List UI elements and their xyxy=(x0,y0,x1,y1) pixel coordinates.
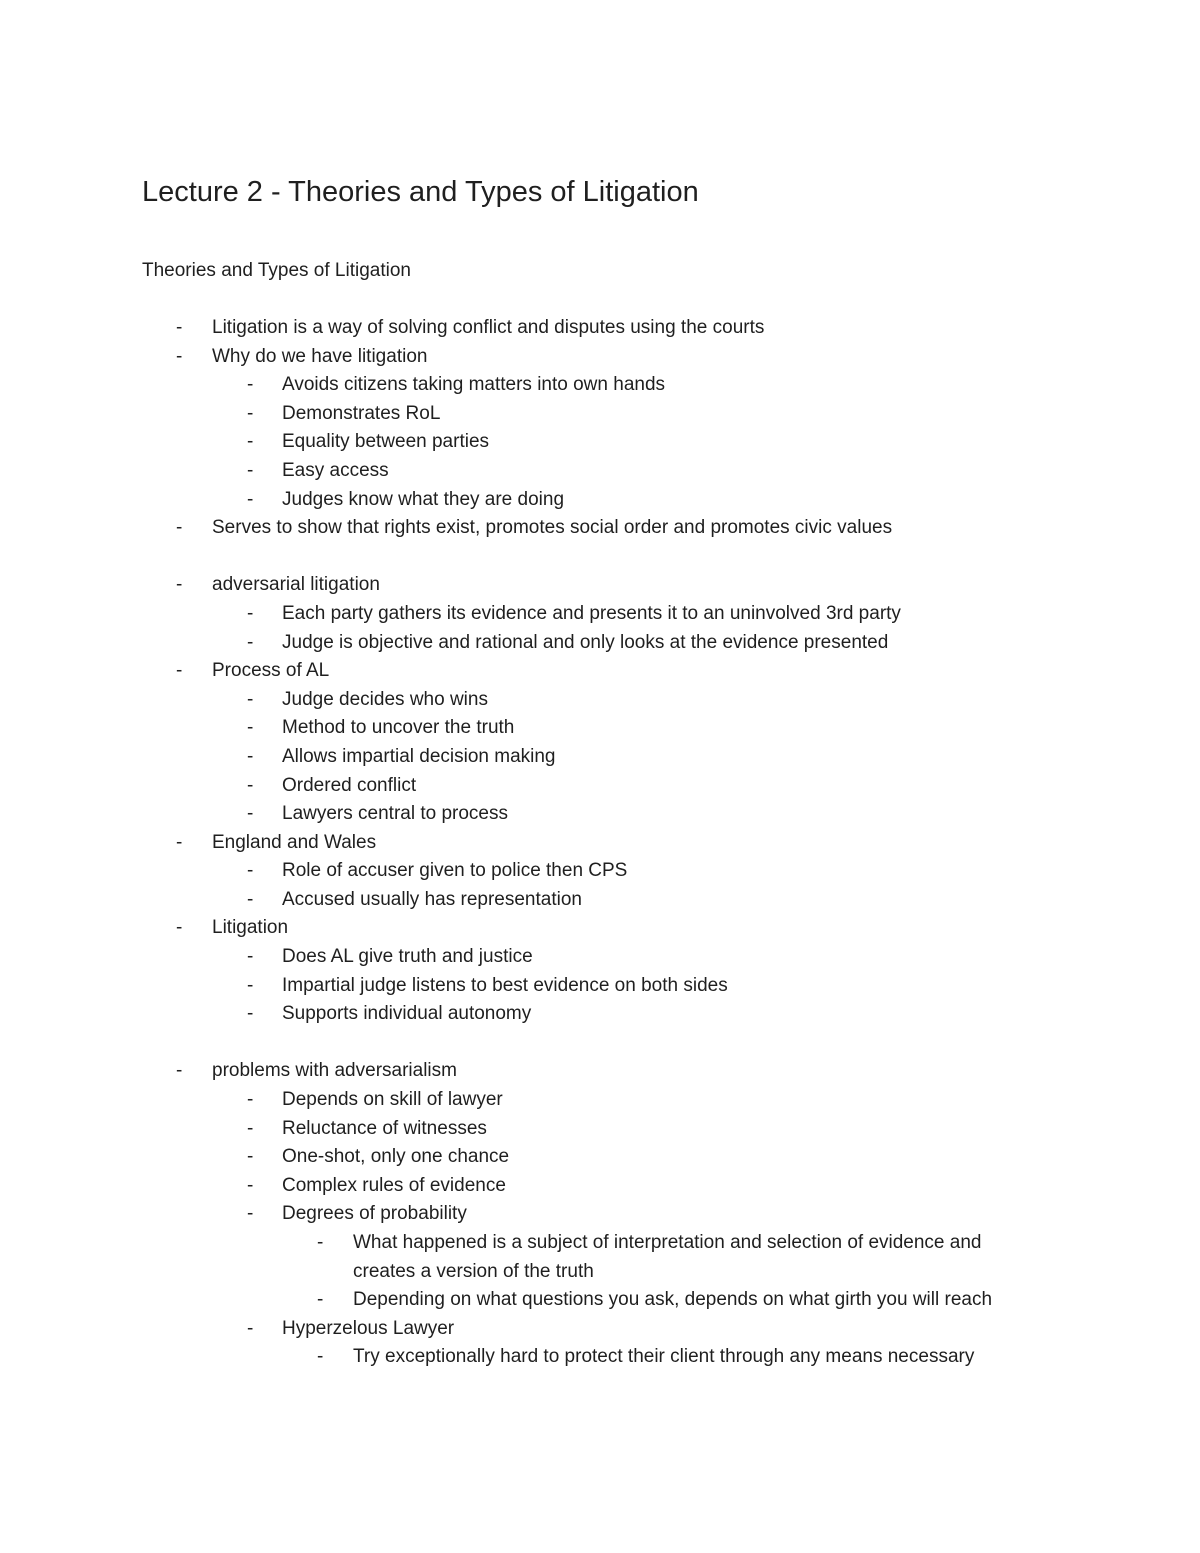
list-item-text: Role of accuser given to police then CPS xyxy=(282,860,628,882)
list-item-text: Depends on skill of lawyer xyxy=(282,1089,503,1111)
list-item-text: Try exceptionally hard to protect their client through any means necessary xyxy=(353,1346,975,1368)
list-item-text: Ordered conflict xyxy=(282,774,417,796)
list-item-text: Litigation xyxy=(212,917,289,939)
list-item xyxy=(0,343,1200,372)
list-item xyxy=(0,1286,1200,1315)
bullet-dash: - xyxy=(176,317,183,338)
bullet-dash: - xyxy=(247,1317,254,1339)
list-item xyxy=(0,657,1200,686)
bullet-dash: - xyxy=(247,402,254,424)
notes-list xyxy=(0,314,1200,1372)
bullet-dash: - xyxy=(317,1289,324,1311)
list-item xyxy=(0,772,1200,801)
bullet-dash: - xyxy=(247,688,254,710)
list-item-text: Why do we have litigation xyxy=(212,345,428,367)
bullet-dash: - xyxy=(247,1174,254,1196)
list-item xyxy=(0,972,1200,1001)
list-item-text: Complex rules of evidence xyxy=(282,1174,506,1196)
list-item xyxy=(0,571,1200,600)
list-item xyxy=(0,314,1200,343)
list-item-text: Reluctance of witnesses xyxy=(282,1117,487,1139)
bullet-dash: - xyxy=(176,831,183,853)
page-title: Lecture 2 - Theories and Types of Litigation xyxy=(142,176,699,208)
list-item xyxy=(0,1000,1200,1029)
list-item-text: Litigation is a way of solving conflict and disputes using the courts xyxy=(212,317,765,338)
list-item-text: Does AL give truth and justice xyxy=(282,946,533,968)
list-item-text: What happened is a subject of interpretation and selection of evidence and creates a version of the truth xyxy=(353,1232,982,1282)
list-item-text: Supports individual autonomy xyxy=(282,1003,532,1025)
list-item-text: Demonstrates RoL xyxy=(282,402,441,424)
list-item-text: problems with adversarialism xyxy=(212,1060,457,1082)
list-item-text: One-shot, only one chance xyxy=(282,1146,510,1168)
list-item-text: Equality between parties xyxy=(282,431,490,453)
list-item-text: Easy access xyxy=(282,459,389,481)
bullet-dash: - xyxy=(247,459,254,481)
list-item-text: Judges know what they are doing xyxy=(282,488,565,510)
bullet-dash: - xyxy=(247,888,254,910)
bullet-dash: - xyxy=(247,745,254,767)
list-item xyxy=(0,1229,1200,1286)
list-item xyxy=(0,943,1200,972)
bullet-dash: - xyxy=(176,517,183,539)
list-item xyxy=(0,400,1200,429)
list-item xyxy=(0,743,1200,772)
list-item-text: Impartial judge listens to best evidence on both sides xyxy=(282,974,728,996)
bullet-dash: - xyxy=(317,1346,324,1368)
list-item xyxy=(0,829,1200,858)
list-item xyxy=(0,1086,1200,1115)
list-item xyxy=(0,486,1200,515)
bullet-dash: - xyxy=(247,717,254,739)
list-item-text: Process of AL xyxy=(212,660,330,682)
list-item-text: Method to uncover the truth xyxy=(282,717,515,739)
bullet-dash: - xyxy=(176,574,183,596)
bullet-dash: - xyxy=(247,1003,254,1025)
bullet-dash: - xyxy=(247,488,254,510)
list-item-text: Hyperzelous Lawyer xyxy=(282,1317,455,1339)
blank-line xyxy=(0,1029,1200,1058)
list-item xyxy=(0,714,1200,743)
list-item xyxy=(0,914,1200,943)
list-item-text: Each party gathers its evidence and presents it to an uninvolved 3rd party xyxy=(282,602,901,624)
list-item xyxy=(0,1343,1200,1372)
list-item-text: Judge decides who wins xyxy=(282,688,488,710)
list-item xyxy=(0,800,1200,829)
bullet-dash: - xyxy=(247,1089,254,1111)
bullet-dash: - xyxy=(247,946,254,968)
bullet-dash: - xyxy=(176,1060,183,1082)
list-item-text: Serves to show that rights exist, promotes social order and promotes civic values xyxy=(212,517,893,539)
list-item-text: Lawyers central to process xyxy=(282,803,508,825)
bullet-dash: - xyxy=(247,602,254,624)
bullet-dash: - xyxy=(247,1203,254,1225)
list-item xyxy=(0,428,1200,457)
bullet-dash: - xyxy=(247,974,254,996)
list-item xyxy=(0,1143,1200,1172)
bullet-dash: - xyxy=(317,1232,324,1253)
bullet-dash: - xyxy=(247,1117,254,1139)
list-item xyxy=(0,1115,1200,1144)
bullet-dash: - xyxy=(247,1146,254,1168)
blank-line xyxy=(0,543,1200,572)
list-item xyxy=(0,600,1200,629)
list-item xyxy=(0,857,1200,886)
list-item-text: Depending on what questions you ask, depends on what girth you will reach xyxy=(353,1289,993,1311)
list-item-text: Avoids citizens taking matters into own hands xyxy=(282,374,666,396)
list-item xyxy=(0,886,1200,915)
list-item xyxy=(0,1315,1200,1344)
section-heading: Theories and Types of Litigation xyxy=(142,260,411,281)
list-item-text: Accused usually has representation xyxy=(282,888,582,910)
list-item xyxy=(0,371,1200,400)
list-item-text: Allows impartial decision making xyxy=(282,745,556,767)
bullet-dash: - xyxy=(176,917,183,939)
list-item-text: adversarial litigation xyxy=(212,574,380,596)
list-item xyxy=(0,457,1200,486)
list-item-text: Degrees of probability xyxy=(282,1203,467,1225)
list-item xyxy=(0,1057,1200,1086)
list-item-text: England and Wales xyxy=(212,831,377,853)
list-item xyxy=(0,686,1200,715)
bullet-dash: - xyxy=(247,803,254,825)
bullet-dash: - xyxy=(247,631,254,653)
bullet-dash: - xyxy=(247,374,254,396)
list-item xyxy=(0,1172,1200,1201)
bullet-dash: - xyxy=(247,774,254,796)
list-item xyxy=(0,1200,1200,1229)
list-item-text: Judge is objective and rational and only looks at the evidence presented xyxy=(282,631,889,653)
list-item xyxy=(0,514,1200,543)
bullet-dash: - xyxy=(247,431,254,453)
bullet-dash: - xyxy=(247,860,254,882)
bullet-dash: - xyxy=(176,660,183,682)
bullet-dash: - xyxy=(176,345,183,367)
list-item xyxy=(0,629,1200,658)
